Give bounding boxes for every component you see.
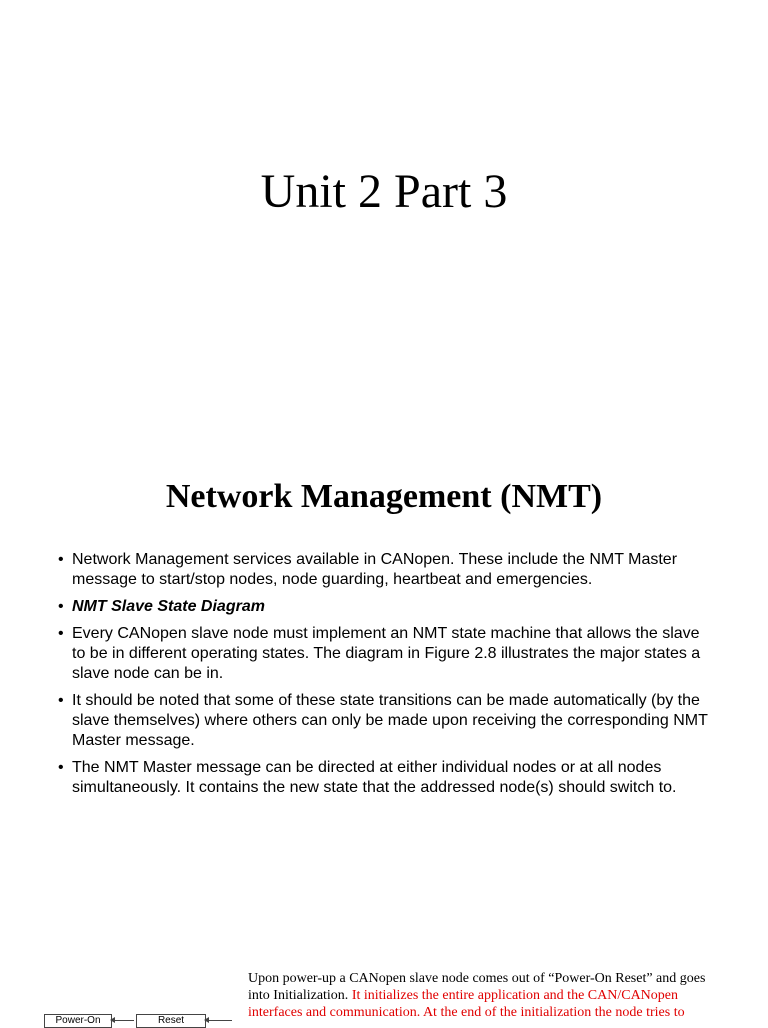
diagram-box-power-on: Power-On [44, 1014, 112, 1028]
diagram-arrow-head [110, 1017, 115, 1023]
description-red: It initializes the entire application and the CAN/CANopen interfaces and communication. At the end of the initialization the node tries to [248, 988, 685, 1020]
description-text [248, 970, 728, 1021]
bullet-item-emphasis: • NMT Slave State Diagram [56, 597, 716, 617]
slide-title: Unit 2 Part 3 [260, 165, 508, 218]
diagram-box-reset: Reset [136, 1014, 206, 1028]
description-black: Upon power-up a CANopen slave node comes out of “Power-On Reset” and goes into Initialization. [248, 971, 706, 1003]
diagram-arrow-head [204, 1017, 209, 1023]
diagram-arrow-line [206, 1020, 232, 1021]
bullet-item: • The NMT Master message can be directed at either individual nodes or at all nodes simultaneously. It contains the new state that the addressed node(s) should switch to. [56, 758, 716, 798]
bullet-item: • Network Management services available in CANopen. These include the NMT Master message to start/stop nodes, node guarding, heartbeat and emergencies. [56, 550, 716, 590]
diagram-arrow-line [112, 1020, 134, 1021]
slide-unit-title [0, 0, 768, 420]
bullet-list [56, 550, 716, 805]
bullet-item: • Every CANopen slave node must implement an NMT state machine that allows the slave to be in different operating states. The diagram in Figure 2.8 illustrates the major states a slave node can be in. [56, 624, 716, 684]
bullet-item: • It should be noted that some of these state transitions can be made automatically (by the slave themselves) where others can only be made upon receiving the corresponding NMT Master message. [56, 691, 716, 751]
slide-nmt [0, 420, 768, 1024]
section-title: Network Management (NMT) [165, 478, 603, 515]
